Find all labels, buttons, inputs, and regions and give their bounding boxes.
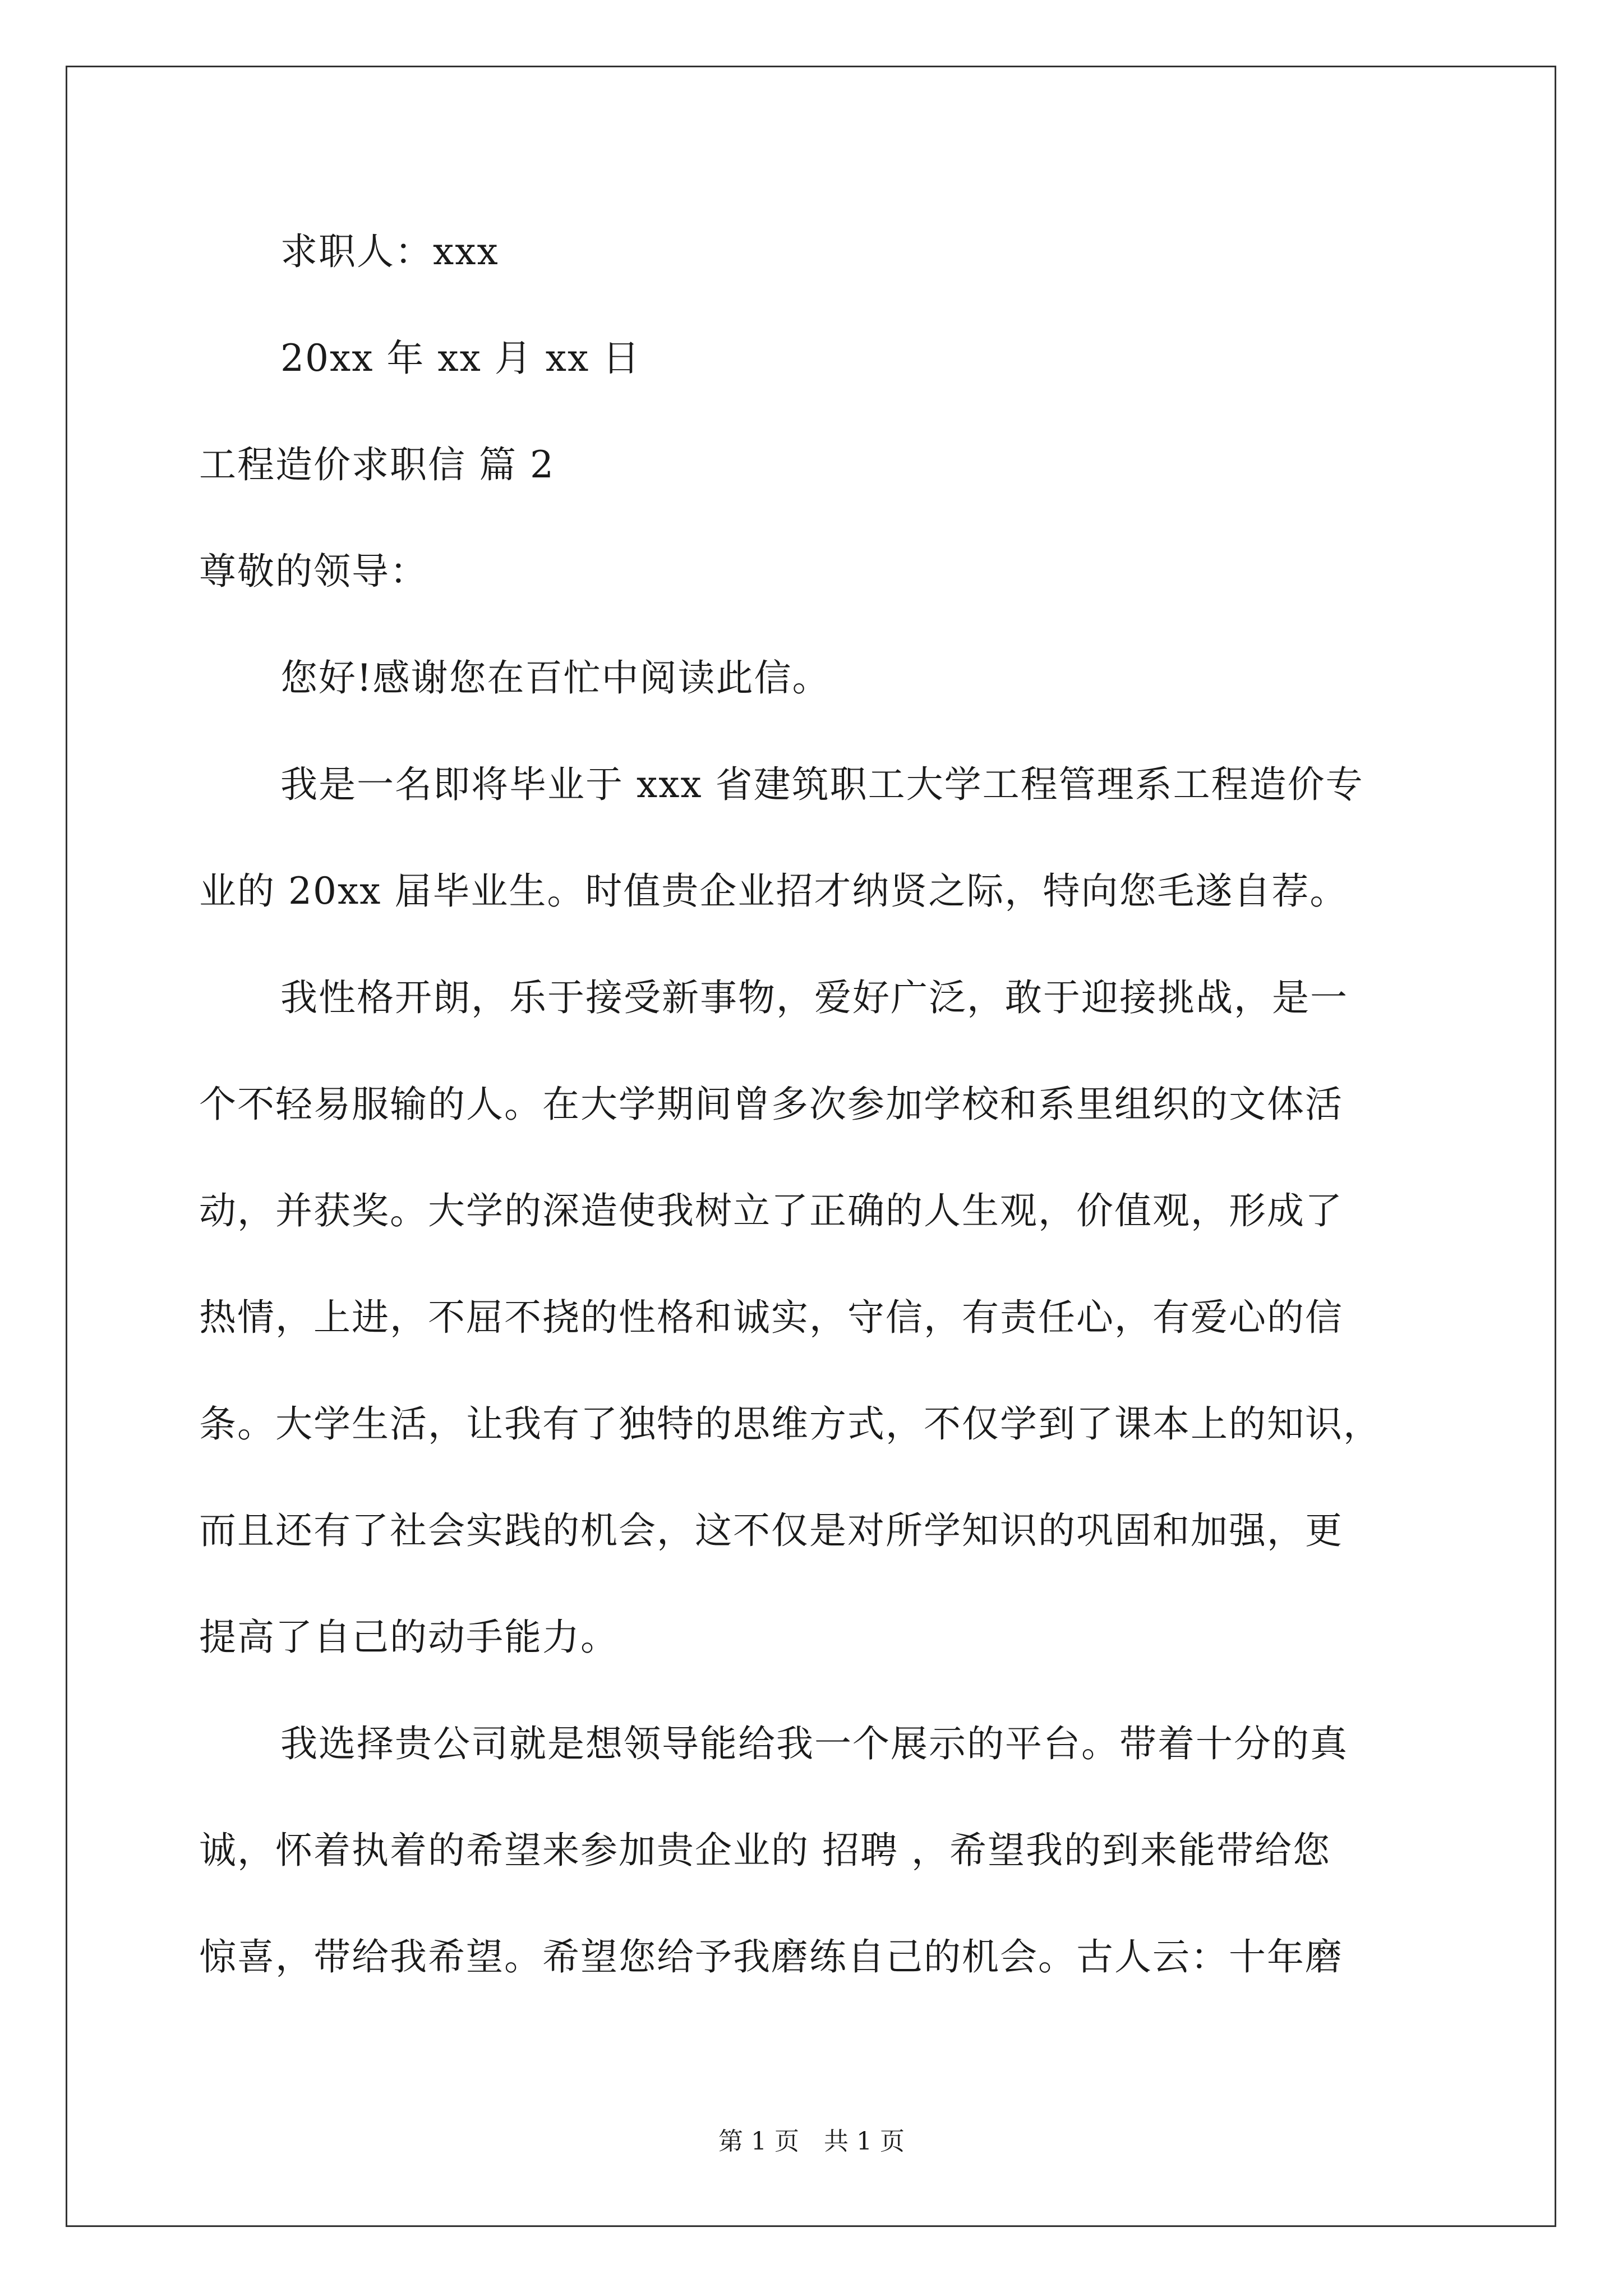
salutation: 尊敬的领导： xyxy=(199,550,428,593)
body-line: 条。大学生活，让我有了独特的思维方式，不仅学到了课本上的知识， xyxy=(199,1402,1381,1446)
body-line: 个不轻易服输的人。在大学期间曾多次参加学校和系里组织的文体活 xyxy=(199,1083,1343,1126)
body-line: 动，并获奖。大学的深造使我树立了正确的人生观，价值观，形成了 xyxy=(199,1189,1343,1232)
applicant-line: 求职人：xxx xyxy=(280,230,499,273)
body-line: 我是一名即将毕业于 xxx 省建筑职工大学工程管理系工程造价专 xyxy=(280,763,1364,806)
body-line: 而且还有了社会实践的机会，这不仅是对所学知识的巩固和加强，更 xyxy=(199,1509,1343,1552)
body-line: 惊喜，带给我希望。希望您给予我磨练自己的机会。古人云：十年磨 xyxy=(199,1935,1343,1978)
date-line: 20xx 年 xx 月 xx 日 xyxy=(280,337,641,380)
body-line: 诚，怀着执着的希望来参加贵企业的 招聘 ，希望我的到来能带给您 xyxy=(199,1829,1331,1872)
section-title: 工程造价求职信 篇 2 xyxy=(199,443,555,486)
body-line: 提高了自己的动手能力。 xyxy=(199,1616,619,1659)
page-border xyxy=(66,66,1556,2227)
page-footer: 第 1 页 共 1 页 xyxy=(718,2127,905,2156)
body-line: 我选择贵公司就是想领导能给我一个展示的平台。带着十分的真 xyxy=(280,1722,1348,1765)
body-line: 热情，上进，不屈不挠的性格和诚实，守信，有责任心，有爱心的信 xyxy=(199,1296,1343,1339)
greeting-line: 您好!感谢您在百忙中阅读此信。 xyxy=(280,656,831,700)
body-line: 我性格开朗，乐于接受新事物，爱好广泛，敢于迎接挑战，是一 xyxy=(280,976,1348,1019)
body-line: 业的 20xx 届毕业生。时值贵企业招才纳贤之际，特向您毛遂自荐。 xyxy=(199,869,1348,913)
